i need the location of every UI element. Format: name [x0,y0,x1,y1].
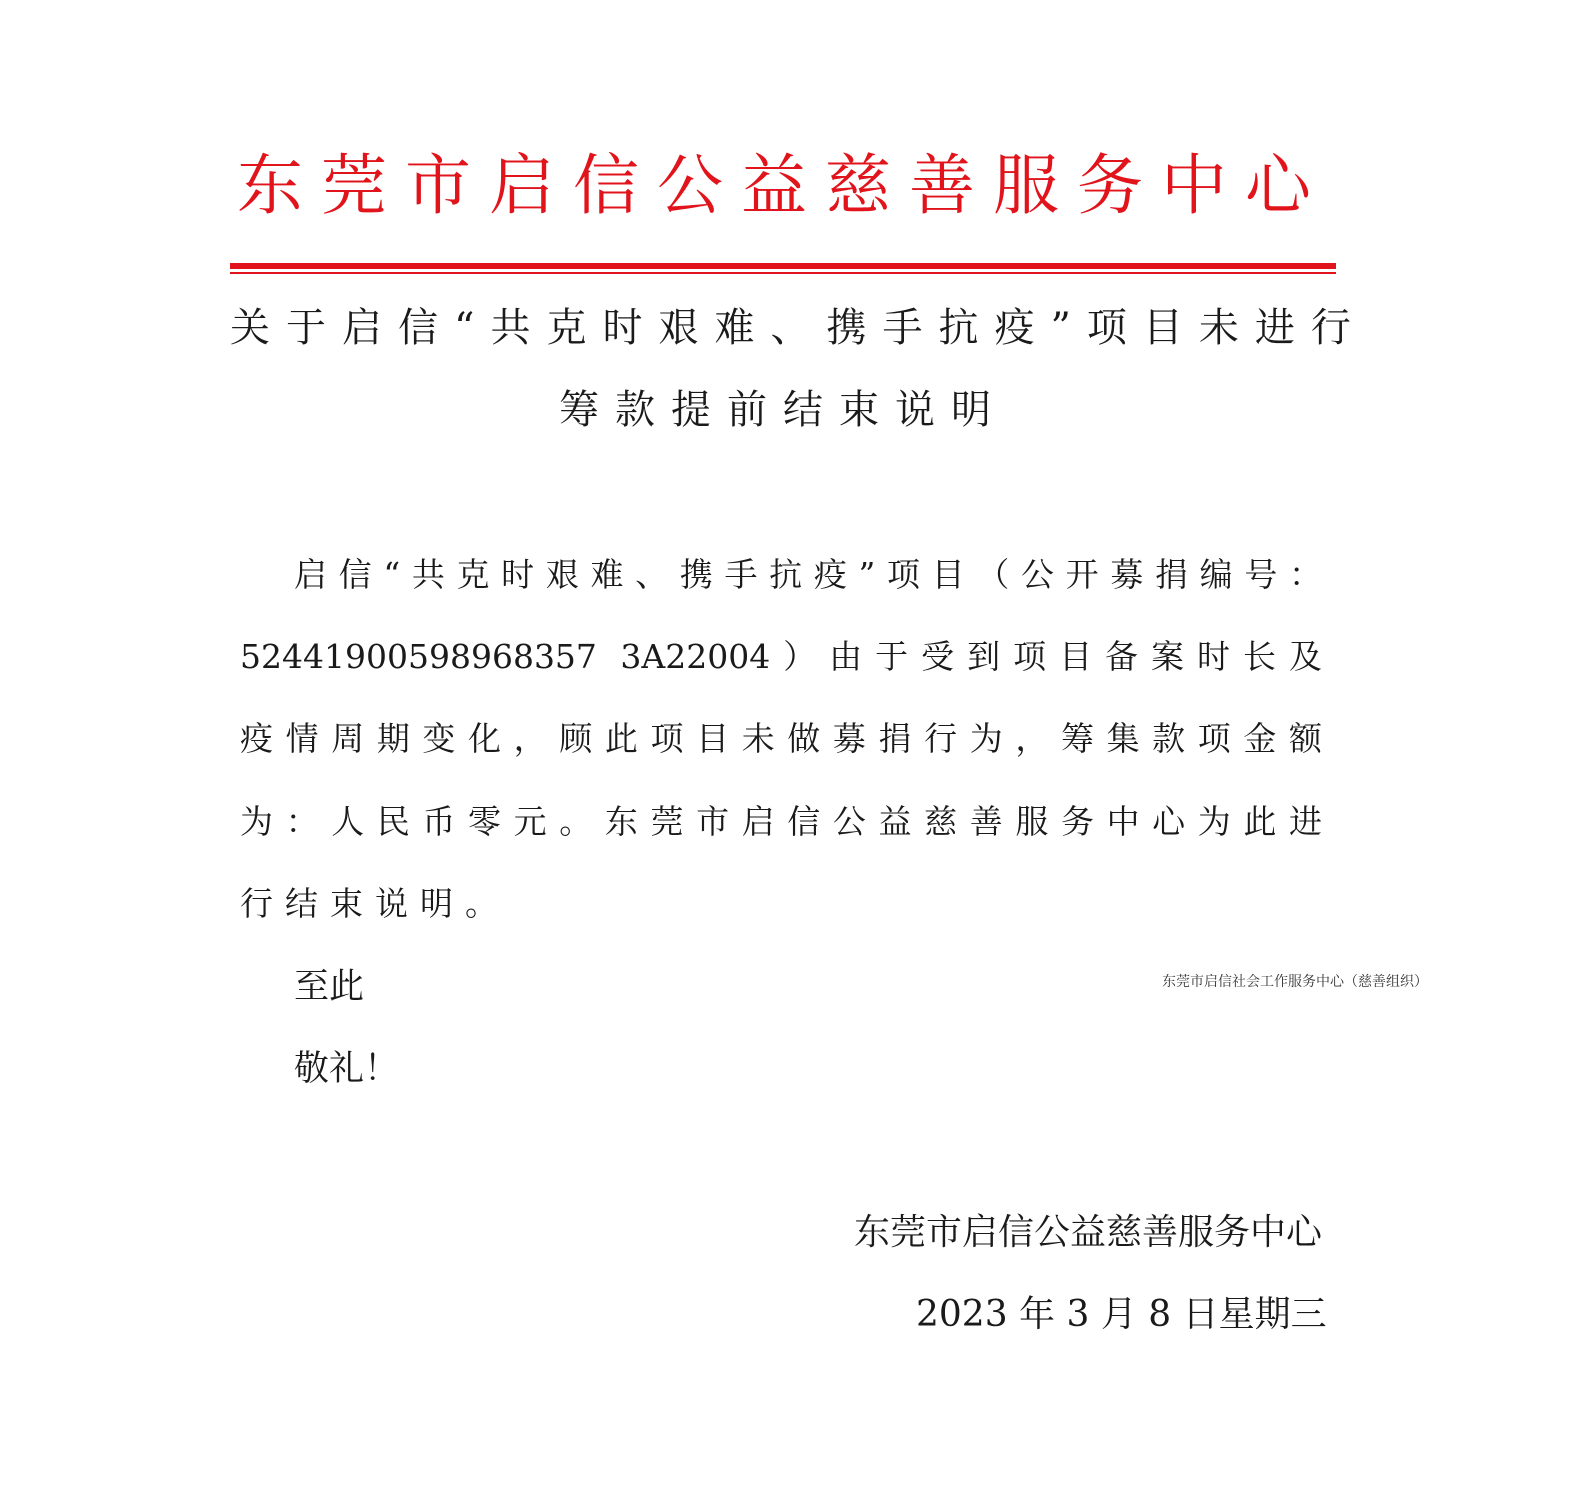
document-title-line-1: 关于启信“共克时艰难、携手抗疫”项目未进行 [230,305,1367,351]
signature-date: 2023 年 3 月 8 日星期三 [916,1294,1327,1335]
body-paragraph-line: 52441900598968357 3A22004）由于受到项目备案时长及 [240,637,1322,676]
org-letterhead: 东莞市启信公益慈善服务中心 [237,147,1329,224]
closing-line-zhici: 至此 [294,967,365,1007]
closing-line-jingli: 敬礼！ [294,1049,400,1089]
letterhead-red-rule-thin [230,272,1336,274]
stamp-caption: 东莞市启信社会工作服务中心（慈善组织） [1162,974,1428,990]
document-title-line-2: 筹款提前结束说明 [559,387,1007,433]
body-paragraph-line: 疫情周期变化，顾此项目未做募捐行为，筹集款项金额 [240,719,1322,758]
signature-org: 东莞市启信公益慈善服务中心 [854,1212,1323,1253]
body-paragraph-line: 启信“共克时艰难、携手抗疫”项目（公开募捐编号： [294,555,1322,594]
body-paragraph-line: 为：人民币零元。东莞市启信公益慈善服务中心为此进 [240,802,1322,841]
body-paragraph-line: 行结束说明。 [240,884,510,923]
letterhead-red-rule [230,263,1336,269]
